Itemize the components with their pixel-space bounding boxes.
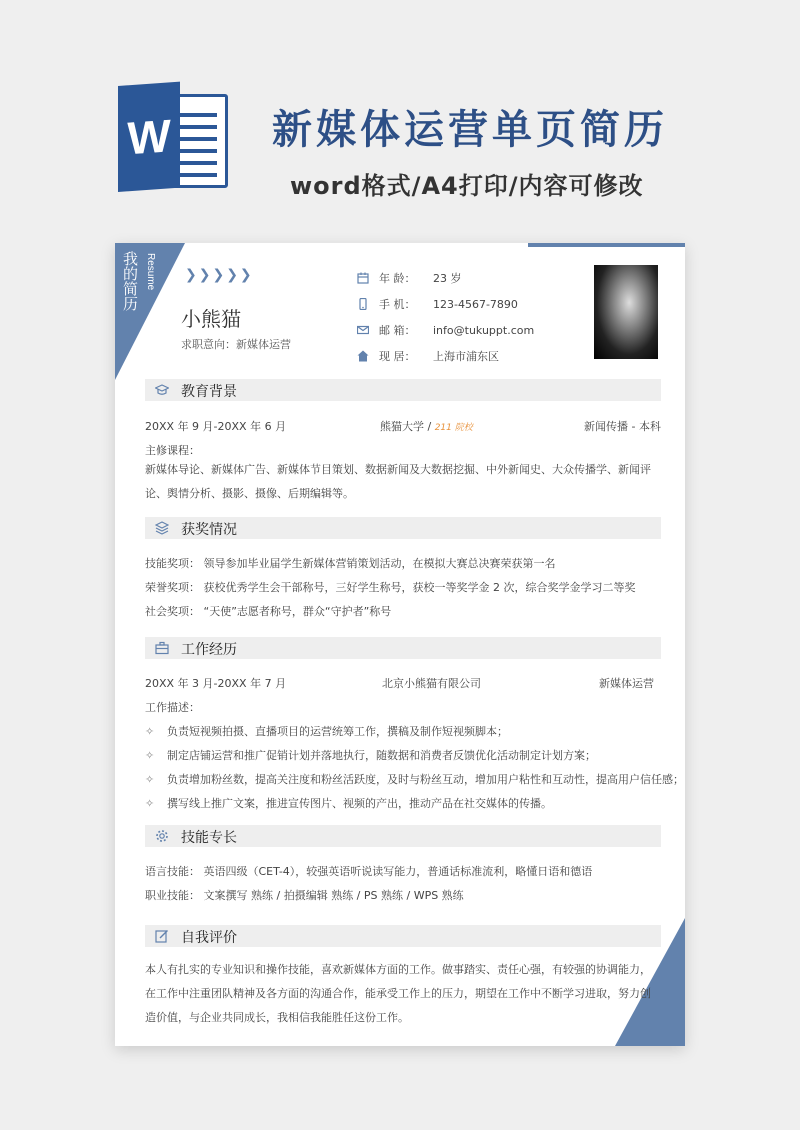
- courses-text: 新媒体导论、新媒体广告、新媒体节目策划、数据新闻及大数据挖掘、中外新闻史、大众传播学、新闻评论、舆情分析、摄影、摄像、后期编辑等。: [145, 463, 651, 500]
- section-skills-title: 技能专长: [181, 830, 237, 846]
- award-social: 社会奖项： “天使”志愿者称号，群众“守护者”称号: [145, 605, 392, 618]
- edit-icon: [155, 929, 169, 943]
- top-accent-line: [528, 243, 685, 247]
- work-item-text: 负责增加粉丝数，提高关注度和粉丝活跃度，及时与粉丝互动，增加用户粘性和互动性，提高用户信任感；: [167, 773, 684, 786]
- contact-residence: [357, 348, 499, 364]
- education-school-line: 熊猫大学 / 211 院校: [380, 420, 473, 433]
- skill-language: 语言技能： 英语四级（CET-4），较强英语听说读写能力，普通话标准流利，略懂日语和德语: [145, 865, 593, 878]
- award-skill: 技能奖项： 领导参加毕业届学生新媒体营销策划活动，在模拟大赛总决赛荣获第一名: [145, 557, 556, 570]
- word-letter: W: [118, 82, 180, 192]
- banner-subtitle: word格式/A4打印/内容可修改: [290, 172, 644, 200]
- profile-photo: [594, 265, 658, 359]
- contact-phone-label: 手 机：: [379, 298, 416, 311]
- home-icon: [357, 350, 369, 362]
- phone-icon: [357, 298, 369, 310]
- work-item-text: 撰写线上推广文案，推进宣传图片、视频的产出，推动产品在社交媒体的传播。: [167, 797, 552, 810]
- work-desc-label: 工作描述：: [145, 701, 200, 714]
- section-education-header: [145, 379, 661, 401]
- education-tag: 211 院校: [434, 423, 473, 433]
- corner-label: [121, 251, 161, 311]
- bullet-icon: ✧: [145, 749, 155, 762]
- layers-icon: [155, 521, 169, 535]
- mail-icon: [357, 324, 369, 336]
- contact-email: [357, 322, 534, 338]
- bullet-icon: ✧: [145, 725, 155, 738]
- work-position: 新媒体运营: [599, 677, 654, 690]
- section-education-title: 教育背景: [181, 384, 237, 400]
- education-school: 熊猫大学: [380, 420, 424, 433]
- bullet-icon: ✧: [145, 773, 155, 786]
- work-item: [145, 795, 552, 811]
- self-evaluation-text: 本人有扎实的专业知识和操作技能，喜欢新媒体方面的工作。做事踏实、责任心强，有较强的协调能力，在工作中注重团队精神及各方面的沟通合作，能承受工作上的压力，期望在工作中不断学习进取，努力创造价值，与企业共同成长，我相信我能胜任这份工作。: [145, 963, 651, 1024]
- courses-label: 主修课程：: [145, 444, 200, 457]
- section-work-header: [145, 637, 661, 659]
- chevron-decoration-icon: ❯❯❯❯❯: [185, 267, 254, 283]
- section-self-header: [145, 925, 661, 947]
- corner-label-en: Resume: [145, 253, 156, 291]
- contact-residence-label: 现 居：: [379, 350, 416, 363]
- corner-label-zh: 我的简历: [121, 251, 139, 311]
- work-item-text: 制定店铺运营和推广促销计划并落地执行，随数据和消费者反馈优化活动制定计划方案；: [167, 749, 596, 762]
- work-item: [145, 747, 596, 763]
- section-skills-header: [145, 825, 661, 847]
- section-work-title: 工作经历: [181, 642, 237, 658]
- contact-phone-value: 123-4567-7890: [433, 298, 518, 311]
- banner-title: 新媒体运营单页简历: [272, 107, 668, 153]
- skill-professional: 职业技能： 文案撰写 熟练 / 拍摄编辑 熟练 / PS 熟练 / WPS 熟练: [145, 889, 464, 902]
- contact-age-value: 23 岁: [433, 272, 462, 285]
- banner: [0, 0, 800, 230]
- candidate-name: 小熊猫: [181, 307, 241, 331]
- contact-phone: [357, 296, 518, 312]
- gear-icon: [155, 829, 169, 843]
- work-item: [145, 723, 508, 739]
- briefcase-icon: [155, 641, 169, 655]
- resume-page: [115, 243, 685, 1046]
- bullet-icon: ✧: [145, 797, 155, 810]
- work-item: [145, 771, 684, 787]
- contact-age: [357, 270, 462, 286]
- contact-age-label: 年 龄：: [379, 272, 416, 285]
- calendar-icon: [357, 272, 369, 284]
- work-item-text: 负责短视频拍摄、直播项目的运营统筹工作，撰稿及制作短视频脚本；: [167, 725, 508, 738]
- work-company: 北京小熊猫有限公司: [382, 677, 481, 690]
- contact-residence-value: 上海市浦东区: [433, 350, 499, 363]
- award-honor: 荣誉奖项： 获校优秀学生会干部称号，三好学生称号，获校一等奖学金 2 次，综合奖学金学习二等奖: [145, 581, 636, 594]
- graduation-cap-icon: [155, 383, 169, 397]
- education-period: 20XX 年 9 月-20XX 年 6 月: [145, 420, 287, 433]
- work-period: 20XX 年 3 月-20XX 年 7 月: [145, 677, 287, 690]
- section-self-title: 自我评价: [181, 930, 237, 946]
- section-awards-header: [145, 517, 661, 539]
- education-major: 新闻传播 - 本科: [584, 420, 661, 433]
- job-objective: 求职意向：新媒体运营: [181, 338, 291, 351]
- contact-email-label: 邮 箱：: [379, 324, 416, 337]
- section-awards-title: 获奖情况: [181, 522, 237, 538]
- contact-email-value: info@tukuppt.com: [433, 324, 535, 337]
- word-icon: [118, 86, 230, 192]
